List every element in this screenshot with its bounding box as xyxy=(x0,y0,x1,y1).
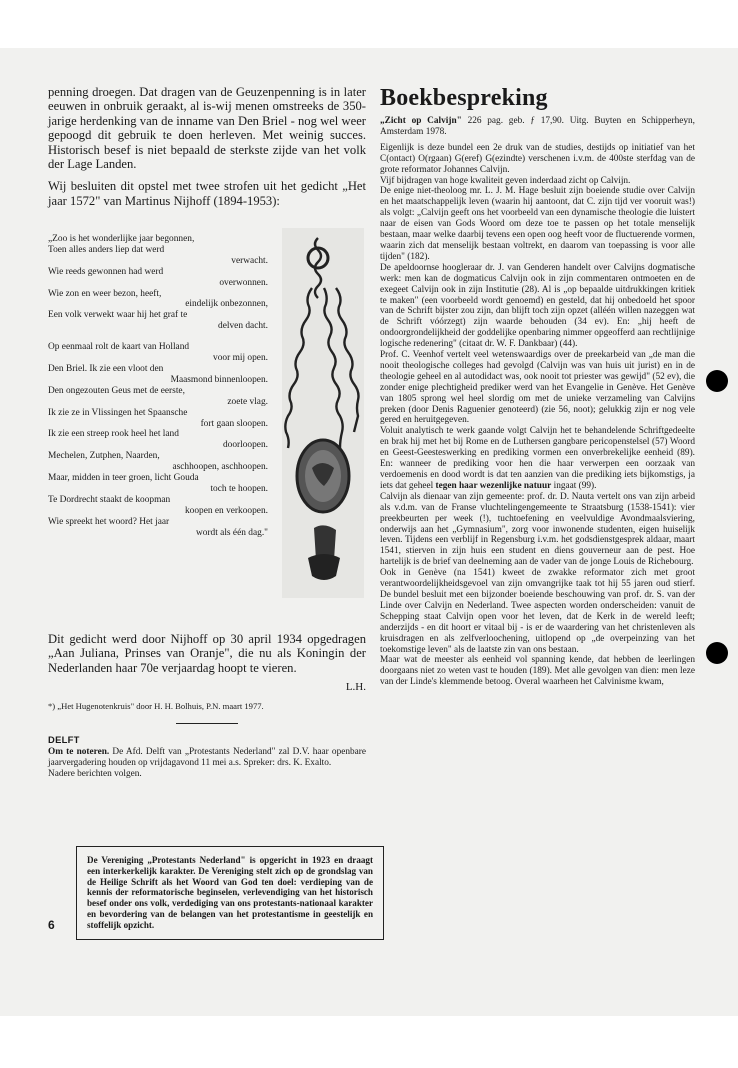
book-info: 226 pag. geb. ƒ 17,90. Uitg. Buyten en Schipperheyn, Amsterdam 1978. xyxy=(380,116,695,137)
poem-line: zoete vlag. xyxy=(227,396,268,407)
poem-line: voor mij open. xyxy=(213,353,268,364)
poem-line: aschhoopen, aschhoopen. xyxy=(172,462,268,473)
review-paragraph-text: Vijf bijdragen van hoge kwaliteit geven inderdaad zicht op Calvijn. xyxy=(380,175,631,186)
poem-line: Ik zie ze in Vlissingen het Spaansche xyxy=(48,407,188,418)
poem-stanza-1 xyxy=(48,234,268,332)
review-paragraph-text: Prof. C. Veenhof vertelt veel wetenswaardigs over de preekarbeid van „de man die nooit theologische colleges had gevolgd (Calvijn was van huis uit jurist) en in de theologie geheel en al autodidact was, ook nooit tot priester was gewijd" (52 ev), die zonder enige plechtigheid prediker werd van het Evangelie in Genève. Het Genève van 1805 sprong wel heel slordig om met de unieke verzameling van Calvijns preken (door Denis Raguenier genoteerd) (zie 56, noot); gelukkig zijn er nog vele gered en heruitgegeven. xyxy=(380,350,695,426)
review-paragraph xyxy=(380,492,695,568)
review-paragraph xyxy=(380,426,695,491)
punch-hole xyxy=(706,642,728,664)
poem-line: Toen alles anders liep dat werd xyxy=(48,244,165,255)
poem-line: koopen en verkoopen. xyxy=(184,505,268,516)
poem-line: Mechelen, Zutphen, Naarden, xyxy=(48,451,160,462)
book-title: „Zicht op Calvijn" xyxy=(380,116,462,126)
punch-hole xyxy=(706,370,728,392)
poem-line: Ik zie een streep rook heel het land xyxy=(48,429,179,440)
poem-line: doorloopen. xyxy=(222,440,268,451)
section-heading: Boekbespreking xyxy=(380,85,548,111)
poem-line: Den Briel. Ik zie een vloot den xyxy=(48,363,164,374)
poem-line: verwacht. xyxy=(231,255,268,266)
poem-line: toch te hoopen. xyxy=(210,483,268,494)
poem-line: Een volk verwekt waar hij het graf te xyxy=(48,310,188,321)
poem-line: delven dacht. xyxy=(218,321,268,332)
delft-notice xyxy=(48,747,366,769)
section-divider xyxy=(176,723,238,724)
review-paragraph xyxy=(380,655,695,688)
book-reference xyxy=(380,116,695,138)
review-paragraph-text: De enige niet-theoloog mr. L. J. M. Hage besluit zijn boeiende studie over Calvijn en het maatschappelijk leven (waarin hij aantoont, dat C. zijn tijd ver vooruit was!) als volgt: „Calvijn geeft ons het voorbeeld van een dynamische theologie die luistert naar de eisen van Gods Woord om deze toe te passen op het totale menselijk bestaan, maar welke daarbij tevens een open oog heeft voor de fluctuerende vormen, waarin zich dat menselijk bestaan voltrekt, en daarom van toepassing is voor alle tijden" (182). xyxy=(380,186,695,262)
review-paragraph xyxy=(380,186,695,262)
geuzenpenning-photo xyxy=(282,228,364,598)
poem-line: Maasmond binnenloopen. xyxy=(170,374,268,385)
poem-line: Den ongezouten Geus met de eerste, xyxy=(48,385,185,396)
poem-line: Te Dordrecht staakt de koopman xyxy=(48,494,171,505)
bold-phrase-after: ingaat (99). xyxy=(551,480,597,491)
review-paragraph-text: De apeldoornse hoogleraar dr. J. van Genderen handelt over Calvijns dogmatische werk: men kan de dogmaticus Calvijn ook in zijn commentaren ontmoeten en de exegeet Calvijn ook in zijn Institutie (28). Al is „op bepaalde uitdrukkingen kritiek te maken" (een voorbeeld wordt genoemd) en gesteld, dat hij onbedoeld het spoor van de Schrift bijster zou zijn, dan blijft toch zijn opzet (alléén willen nazeggen wat de Schrift vóórzegt) zijn waarde behouden (34 ev). En: „hij heeft de ondoorgrondelijkheid der goddelijke openbaring nimmer opgeofferd aan rechtlijnige logische redenering" (citaat dr. W. F. Dankbaar) (44). xyxy=(380,262,695,350)
review-body xyxy=(380,143,695,688)
left-column-bottom xyxy=(48,632,366,780)
review-paragraph xyxy=(380,568,695,655)
footnote: *) „Het Hugenotenkruis" door H. H. Bolhuis, P.N. maart 1977. xyxy=(48,701,264,712)
poem-line: Maar, midden in teer groen, licht Gouda xyxy=(48,473,199,484)
review-paragraph xyxy=(380,176,695,187)
review-paragraph xyxy=(380,263,695,350)
review-paragraph xyxy=(380,350,695,426)
poem-line: Wie spreekt het woord? Het jaar xyxy=(48,516,170,527)
delft-more: Nadere berichten volgen. xyxy=(48,769,142,780)
review-paragraph xyxy=(380,143,695,176)
dedication-paragraph: Dit gedicht werd door Nijhoff op 30 april 1934 opgedragen „Aan Juliana, Prinses van Oranje", die nu als Koningin der Nederlanden haar 70e verjaardag hoopt te vieren. xyxy=(48,632,366,675)
poem-line: fort gaan sloopen. xyxy=(200,418,268,429)
intro-paragraph: penning droegen. Dat dragen van de Geuzenpenning is in later eeuwen in onbruik geraakt, al is-wij menen omstreeks de 350-jarige herdenking van de inname van Den Briel - nog wel weer gepoogd dit gebruik te doen herleven. Met weinig succes. Historisch besef is niet bepaald de sterkste zijde van het volk der Lage Landen. xyxy=(48,85,366,172)
delft-notice-lead: Om te noteren. xyxy=(48,747,110,758)
poem-line: wordt als één dag." xyxy=(195,527,268,538)
poem xyxy=(48,234,268,538)
review-paragraph-text: Ook in Genève (na 1541) kweet de zwakke reformator zich met groot verantwoordelijkheidsgevoel van zijn omvangrijke taak tot hij 55 jaren oud stierf. De bundel besluit met een bijzonder boeiende beschouwing van prof. dr. S. van der Linde over Calvijn en Nederland. Twee aspecten worden onderscheiden: vanuit de Schepping staat Calvijn open voor het leven, dat de Kerk in de wereld leeft; anderzijds - en dit hoort er vitaal bij - is er de waardering van het christenleven als kruisdragen en als zelfverloochening, uitlopend op „de overpeinzing van het toekomstige leven" als de laatste zin van ons bestaan. xyxy=(380,568,695,655)
review-paragraph-text: Maar wat de meester als eenheid vol spanning kende, dat hebben de leerlingen doorgaans niet zo weten vast te houden (189). Met alle gevolgen van dien: men leze van der Linde's klemmende betoog. Overal waarheen het Calvinisme kwam, xyxy=(380,655,695,688)
poem-line: overwonnen. xyxy=(219,277,268,288)
author-signature: L.H. xyxy=(345,681,366,694)
delft-notice-text: De Afd. Delft van „Protestants Nederland" zal D.V. haar openbare jaarvergadering houden op vrijdagavond 11 mei a.s. Spreker: drs. K. Exalto. xyxy=(48,747,367,769)
poem-stanza-2 xyxy=(48,342,268,538)
review-paragraph-text: Eigenlijk is deze bundel een 2e druk van de studies, destijds op initiatief van het C(ontact) O(rgaan) G(eref) G(ezindte) verschenen i.v.m. de 400ste sterfdag van de grote reformator Johannes Calvijn. xyxy=(380,142,695,175)
poem-line: Wie reeds gewonnen had werd xyxy=(48,266,164,277)
delft-heading: DELFT xyxy=(48,734,80,746)
association-box: De Vereniging „Protestants Nederland" is opgericht in 1923 en draagt een interkerkelijk karakter. De Vereniging stelt zich op de grondslag van de Heilige Schrift als het Woord van God ten doel: verdieping van de kennis der reformatorische beginselen, verlevendiging van het historisch besef onder ons volk, verdediging van ons protestants-nationaal karakter en bevordering van de belangen van het protestantisme in geestelijk en stoffelijk opzicht. xyxy=(76,846,384,940)
bold-phrase: tegen haar wezenlijke natuur xyxy=(435,480,552,491)
poem-line: Wie zon en weer bezon, heeft, xyxy=(48,288,162,299)
right-column xyxy=(380,85,695,688)
page-number: 6 xyxy=(48,918,55,932)
left-column-top xyxy=(48,85,366,208)
review-paragraph-text: Calvijn als dienaar van zijn gemeente: prof. dr. D. Nauta vertelt ons van zijn arbeid als v.d.m. van de Franse vluchtelingengemeente te Straatsburg (1538-1541): vier preekbeurten per week (!), tuchtoefening en veelvuldige Avondmaalsviering, onderwijs aan het „Gymnasium", zorg voor inwonende studenten, eigen huiselijk leven. Tijdens een verblijf in Regensburg i.v.m. het godsdienstgesprek aldaar, maart 1541, stierven in zijn huis een student en diens gouverneur aan de pest. Hoe hartelijk is de brief van deelneming aan de vader van de jonge Louis de Richebourg. xyxy=(380,491,695,568)
poem-line: „Zoo is het wonderlijke jaar begonnen, xyxy=(48,234,195,244)
review-paragraph-text: Voluit analytisch te werk gaande volgt Calvijn het te behandelende Schriftgedeelte en brak hij met het bij Rome en de Luthersen gangbare pericopenstelsel (57) Woord en Geest-Geesteswerking en prediking vormen een onverbrekelijke eenheid (89). En: wanneer de prediking voor hen die haar verwerpen een oorzaak van verdoemenis en dood wordt is dat ten aanzien van die prediking iets bijkomstigs, ja iets dat geheel xyxy=(380,426,695,491)
poem-line: Op eenmaal rolt de kaart van Holland xyxy=(48,342,190,353)
poem-line: eindelijk onbezonnen, xyxy=(185,299,268,310)
poem-intro-paragraph: Wij besluiten dit opstel met twee strofen uit het gedicht „Het jaar 1572" van Martinus Nijhoff (1894-1953): xyxy=(48,179,366,208)
